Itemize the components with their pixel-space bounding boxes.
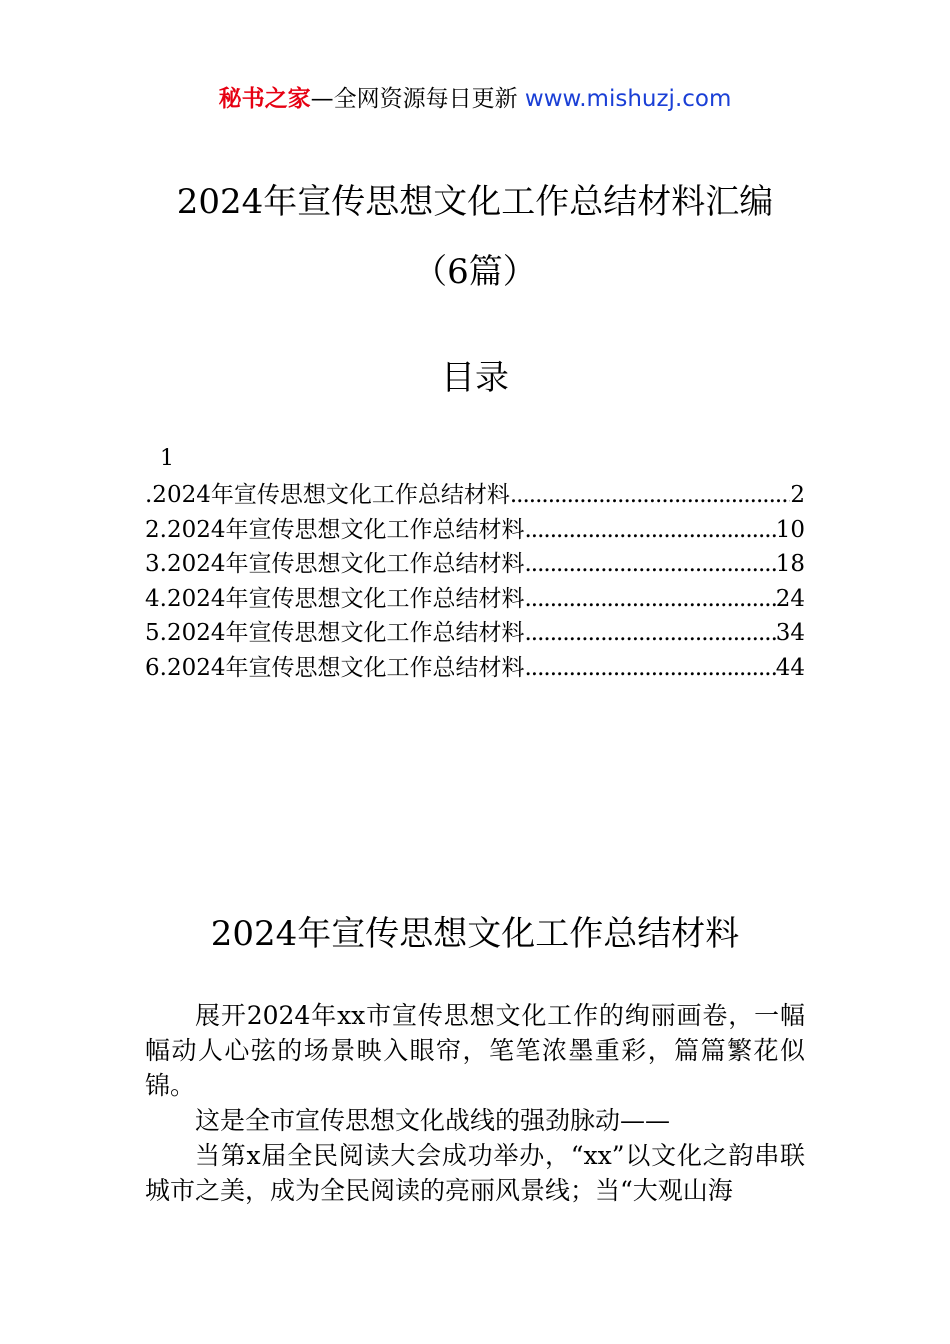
toc-item-label: 3.2024年宣传思想文化工作总结材料	[145, 551, 525, 578]
toc-dot-leader	[524, 547, 775, 582]
toc-item-label: 2.2024年宣传思想文化工作总结材料	[145, 516, 525, 543]
section-title: 2024年宣传思想文化工作总结材料	[210, 914, 740, 954]
toc-item-page: 18	[775, 551, 805, 578]
toc-item-label: 5.2024年宣传思想文化工作总结材料	[145, 620, 525, 647]
toc-item-1[interactable]	[145, 478, 805, 513]
toc-item-page: 44	[775, 654, 805, 681]
body-paragraph: 展开2024年xx市宣传思想文化工作的绚丽画卷，一幅幅动人心弦的场景映入眼帘，笔笔浓墨重彩，篇篇繁花似锦。	[145, 1001, 805, 1100]
document-title: 2024年宣传思想文化工作总结材料汇编	[176, 182, 774, 222]
toc-item-page: 24	[775, 585, 805, 612]
brand-name: 秘书之家	[218, 86, 311, 112]
toc-item-page: 34	[775, 620, 805, 647]
toc-item-label: 6.2024年宣传思想文化工作总结材料	[145, 654, 525, 681]
toc-item-3[interactable]	[145, 547, 805, 582]
document-subtitle: （6篇）	[413, 252, 537, 292]
table-of-contents	[145, 478, 805, 686]
header-slogan: —全网资源每日更新	[310, 86, 525, 112]
toc-item-label: 4.2024年宣传思想文化工作总结材料	[145, 585, 525, 612]
toc-first-number: 1	[160, 446, 174, 471]
toc-item-label: .2024年宣传思想文化工作总结材料	[145, 482, 510, 508]
body-paragraph: 这是全市宣传思想文化战线的强劲脉动——	[195, 1106, 671, 1135]
toc-heading: 目录	[441, 358, 509, 398]
site-header	[0, 80, 950, 113]
body-paragraph: 当第x届全民阅读大会成功举办，“xx”以文化之韵串联城市之美，成为全民阅读的亮丽风景线；当“大观山海	[145, 1141, 805, 1205]
toc-item-6[interactable]	[145, 651, 805, 686]
toc-dot-leader	[524, 582, 775, 617]
toc-item-5[interactable]	[145, 616, 805, 651]
toc-dot-leader	[524, 513, 775, 548]
section-body	[145, 998, 805, 1208]
toc-item-page: 2	[790, 482, 805, 508]
toc-dot-leader	[510, 478, 791, 513]
site-url-link[interactable]: www.mishuzj.com	[524, 86, 732, 112]
toc-dot-leader	[524, 616, 775, 651]
toc-item-4[interactable]	[145, 582, 805, 617]
toc-dot-leader	[524, 651, 775, 686]
toc-item-page: 10	[775, 516, 805, 543]
toc-item-2[interactable]	[145, 513, 805, 548]
